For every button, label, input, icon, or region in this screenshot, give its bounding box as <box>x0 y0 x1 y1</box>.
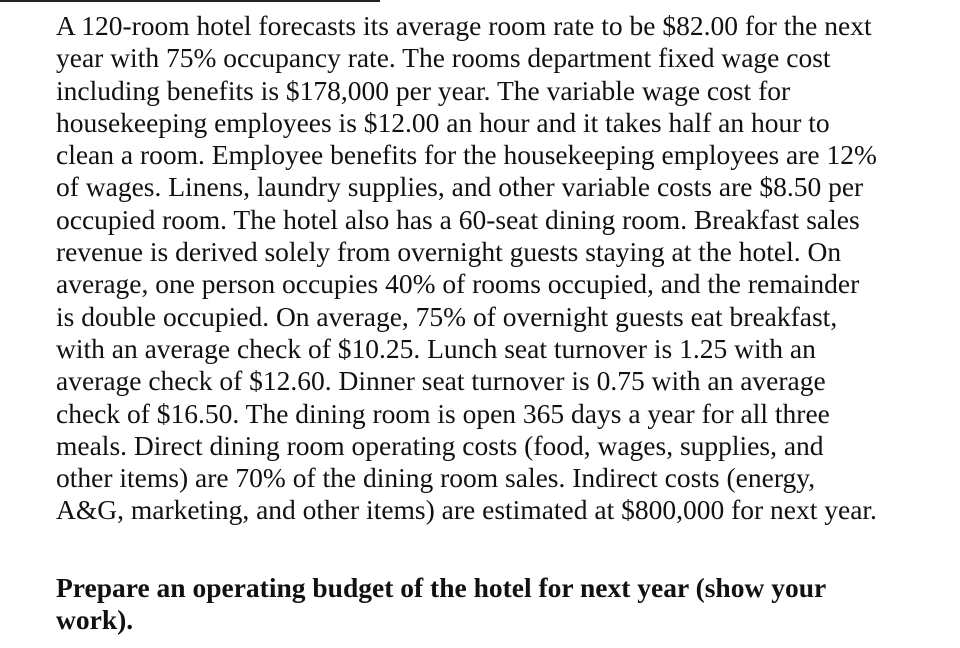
problem-line: average check of $12.60. Dinner seat turnover is 0.75 with an average <box>56 365 826 397</box>
problem-line: A 120-room hotel forecasts its average room rate to be $82.00 for the next <box>56 10 872 41</box>
problem-line: is double occupied. On average, 75% of overnight guests eat breakfast, <box>56 300 838 332</box>
top-divider <box>0 0 380 2</box>
instruction-line: work). <box>56 604 134 636</box>
problem-line: of wages. Linens, laundry supplies, and other variable costs are $8.50 per <box>56 171 864 203</box>
problem-line: revenue is derived solely from overnight guests staying at the hotel. On <box>56 236 842 268</box>
problem-line: housekeeping employees is $12.00 an hour and it takes half an hour to <box>56 106 830 138</box>
problem-line: occupied room. The hotel also has a 60-seat dining room. Breakfast sales <box>56 203 860 235</box>
problem-line: clean a room. Employee benefits for the housekeeping employees are 12% <box>56 139 877 171</box>
problem-line: year with 75% occupancy rate. The rooms department fixed wage cost <box>56 42 831 74</box>
problem-line: average, one person occupies 40% of rooms occupied, and the remainder <box>56 268 860 300</box>
problem-line: A&G, marketing, and other items) are estimated at $800,000 for next year. <box>56 494 877 526</box>
problem-statement <box>56 10 936 527</box>
problem-line: other items) are 70% of the dining room sales. Indirect costs (energy, <box>56 462 816 494</box>
problem-line: including benefits is $178,000 per year. The variable wage cost for <box>56 74 791 106</box>
problem-line: with an average check of $10.25. Lunch seat turnover is 1.25 with an <box>56 332 816 364</box>
problem-line: check of $16.50. The dining room is open 365 days a year for all three <box>56 397 830 429</box>
instruction-line: Prepare an operating budget of the hotel for next year (show your <box>56 572 827 603</box>
task-instruction <box>56 572 936 637</box>
problem-line: meals. Direct dining room operating costs (food, wages, supplies, and <box>56 429 824 461</box>
